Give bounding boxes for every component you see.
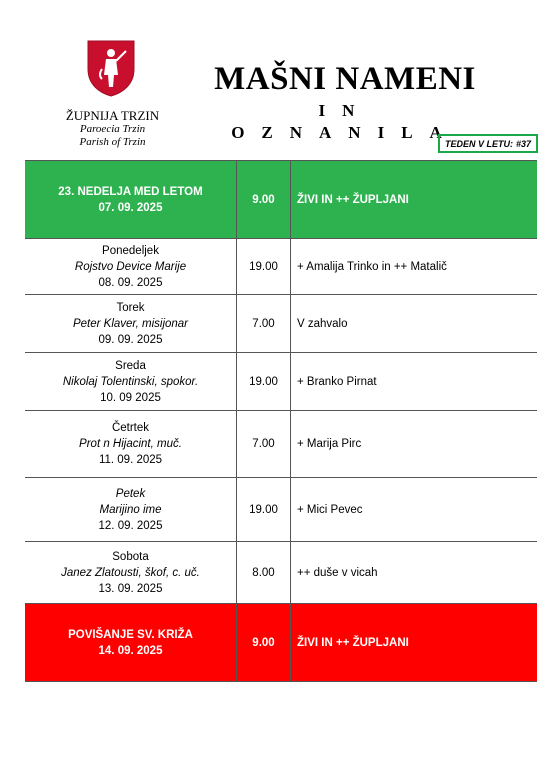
parish-name: ŽUPNIJA TRZIN <box>65 108 160 123</box>
day-date: 10. 09 2025 <box>100 391 161 404</box>
week-number: #37 <box>515 138 532 149</box>
parish-latin-name: Paroecia Trzin <box>79 123 146 135</box>
day-date: 12. 09. 2025 <box>98 519 163 532</box>
mass-intention: + Amalija Trinko in ++ Matalič <box>297 260 447 273</box>
schedule-row <box>25 604 537 682</box>
day-cell <box>25 411 237 478</box>
day-name: Torek <box>116 301 145 314</box>
day-date: 14. 09. 2025 <box>98 644 163 657</box>
feast-name: Janez Zlatousti, škof, c. uč. <box>61 566 200 579</box>
day-cell <box>25 239 237 295</box>
feast-name: Rojstvo Device Marije <box>74 260 187 273</box>
day-name: Ponedeljek <box>102 244 159 257</box>
day-cell <box>25 542 237 604</box>
feast-name: Nikolaj Tolentinski, spokor. <box>62 375 199 388</box>
schedule-row <box>25 161 537 239</box>
day-date: 07. 09. 2025 <box>98 201 163 214</box>
schedule-row <box>25 353 537 411</box>
day-cell <box>25 353 237 411</box>
parish-info <box>50 108 175 149</box>
day-name: 23. NEDELJA MED LETOM <box>58 185 203 198</box>
day-date: 09. 09. 2025 <box>98 333 163 346</box>
schedule-row <box>25 411 537 478</box>
mass-time: 7.00 <box>237 295 291 353</box>
mass-intention: V zahvalo <box>297 317 348 330</box>
mass-time: 19.00 <box>237 353 291 411</box>
mass-time: 19.00 <box>237 478 291 542</box>
week-label: TEDEN V LETU: <box>444 138 513 149</box>
schedule-row <box>25 542 537 604</box>
week-number-box <box>438 134 538 153</box>
mass-time: 9.00 <box>237 161 291 239</box>
day-date: 11. 09. 2025 <box>98 454 163 466</box>
day-name: Sobota <box>112 550 149 563</box>
day-name: POVIŠANJE SV. KRIŽA <box>68 628 193 641</box>
page-title: MAŠNI NAMENI <box>214 61 476 97</box>
day-cell <box>25 295 237 353</box>
schedule-row <box>25 239 537 295</box>
mass-intention: ŽIVI IN ++ ŽUPLJANI <box>297 636 409 649</box>
mass-time: 19.00 <box>237 239 291 295</box>
mass-intention: + Branko Pirnat <box>297 375 377 388</box>
mass-intention: ++ duše v vicah <box>297 566 378 579</box>
schedule-row <box>25 295 537 353</box>
day-cell <box>25 161 237 239</box>
mass-time: 9.00 <box>237 604 291 682</box>
mass-intention: + Mici Pevec <box>297 503 363 516</box>
feast-name: Peter Klaver, misijonar <box>72 317 189 330</box>
schedule-row <box>25 478 537 542</box>
day-cell <box>25 478 237 542</box>
mass-intention: + Marija Pirc <box>297 438 362 450</box>
day-date: 13. 09. 2025 <box>98 582 163 595</box>
mass-intention: ŽIVI IN ++ ŽUPLJANI <box>297 193 409 206</box>
day-date: 08. 09. 2025 <box>98 276 163 289</box>
parish-crest-logo <box>86 39 136 97</box>
day-cell <box>25 604 237 682</box>
day-name: Četrtek <box>111 422 150 434</box>
day-name: Sreda <box>115 359 146 372</box>
feast-name: Prot n Hijacint, muč. <box>79 438 182 450</box>
mass-schedule-table <box>25 160 537 682</box>
mass-time: 8.00 <box>237 542 291 604</box>
parish-english-name: Parish of Trzin <box>79 136 146 148</box>
feast-name: Petek Marijino ime <box>99 487 162 516</box>
mass-time: 7.00 <box>237 411 291 478</box>
page-subtitle: IN OZNANILA <box>231 101 459 142</box>
